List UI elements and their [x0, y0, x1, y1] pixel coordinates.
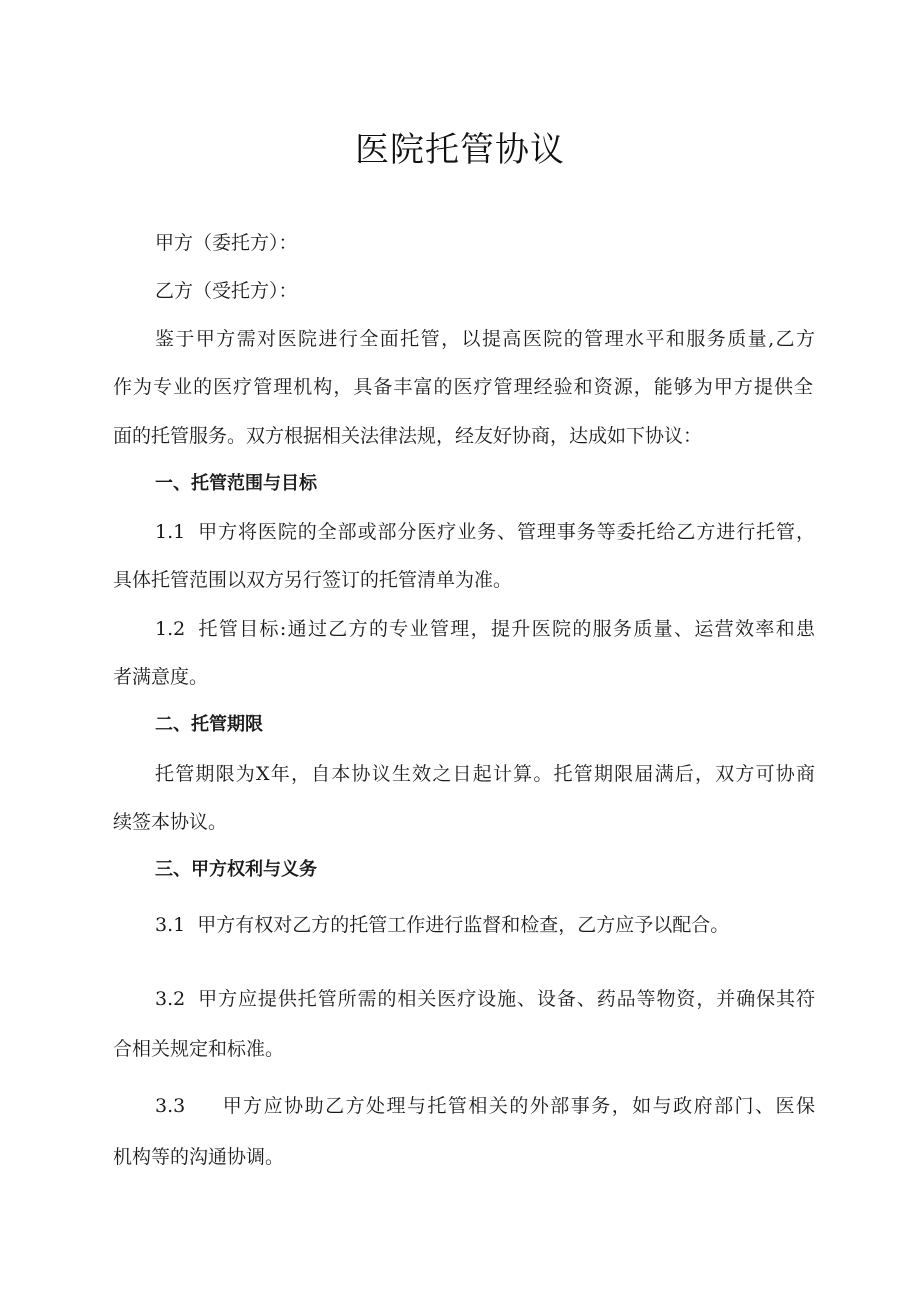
clause-text: 托管目标:通过乙方的专业管理，提升医院的服务质量、运营效率和患: [197, 618, 815, 640]
clause-3-1-line-1: [155, 913, 815, 937]
clause-number: 1.1: [155, 521, 186, 543]
clause-3-3-line-2: 机构等的沟通协调。: [113, 1146, 285, 1168]
clause-number: 3.2: [155, 988, 186, 1010]
term-line-1: 托管期限为X年，自本协议生效之日起计算。托管期限届满后，双方可协商: [155, 763, 815, 785]
clause-number: 1.2: [155, 618, 186, 640]
clause-text: 甲方将医院的全部或部分医疗业务、管理事务等委托给乙方进行托管，: [197, 521, 815, 543]
page-title: 医院托管协议: [355, 130, 565, 170]
section-heading-2: 二、托管期限: [155, 714, 263, 735]
section-heading-3: 三、甲方权利与义务: [155, 859, 317, 880]
party-a-line: 甲方（委托方）：: [155, 232, 298, 254]
clause-1-2-line-1: [155, 617, 815, 641]
clause-text: 甲方应协助乙方处理与托管相关的外部事务，如与政府部门、医保: [221, 1095, 815, 1117]
clause-1-2-line-2: 者满意度。: [113, 666, 209, 688]
clause-text: 甲方有权对乙方的托管工作进行监督和检查，乙方应予以配合。: [197, 914, 730, 936]
clause-1-1-line-1: [155, 520, 815, 544]
clause-number: 3.1: [155, 914, 186, 936]
clause-3-3-line-1: [155, 1094, 815, 1118]
section-heading-1: 一、托管范围与目标: [155, 473, 317, 494]
term-line-2: 续签本协议。: [113, 811, 228, 833]
clause-3-2-line-2: 合相关规定和标准。: [113, 1038, 285, 1060]
clause-text: 甲方应提供托管所需的相关医疗设施、设备、药品等物资，并确保其符: [197, 988, 815, 1010]
clause-3-2-line-1: [155, 987, 815, 1011]
clause-number: 3.3: [155, 1095, 186, 1117]
preamble-line-1: 鉴于甲方需对医院进行全面托管，以提高医院的管理水平和服务质量,乙方: [155, 328, 815, 350]
preamble-line-3: 面的托管服务。双方根据相关法律法规，经友好协商，达成如下协议：: [113, 425, 703, 447]
clause-1-1-line-2: 具体托管范围以双方另行签订的托管清单为准。: [113, 569, 513, 591]
preamble-line-2: 作为专业的医疗管理机构，具备丰富的医疗管理经验和资源，能够为甲方提供全: [113, 376, 813, 398]
party-b-line: 乙方（受托方）：: [155, 280, 298, 302]
